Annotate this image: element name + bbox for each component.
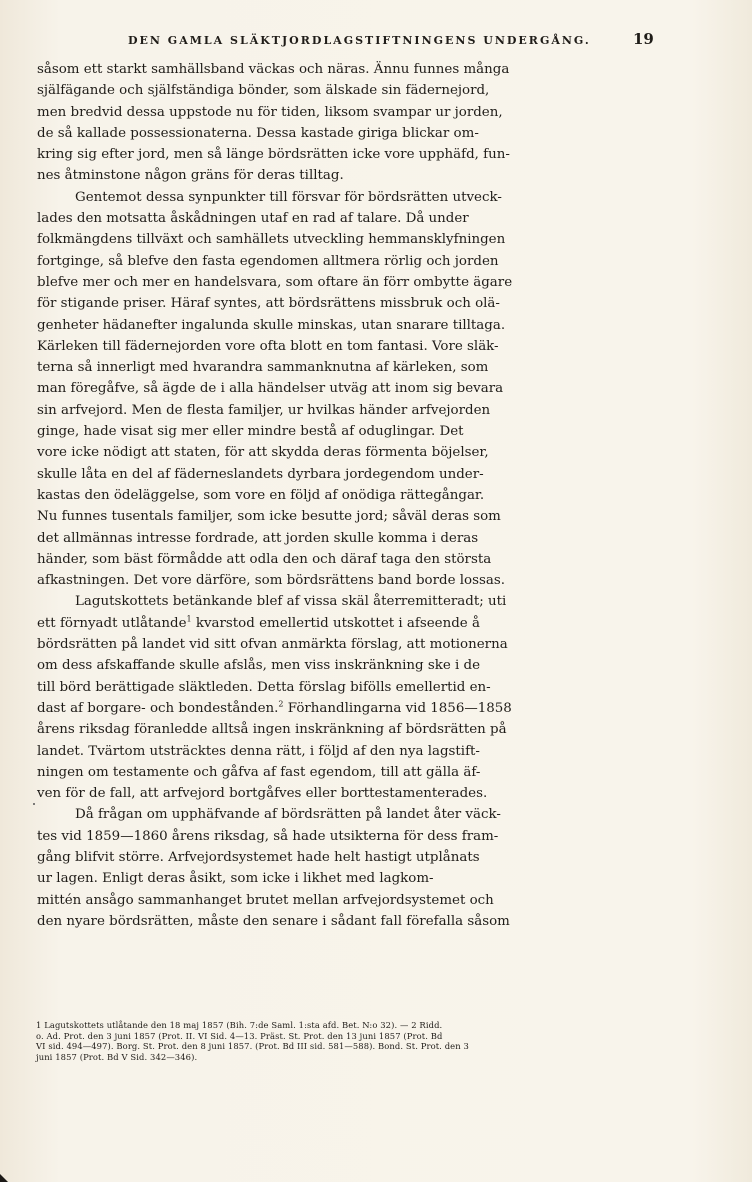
footnote-line: 1 Lagutskottets utlåtande den 18 maj 1857 (Bih. 7:de Saml. 1:sta afd. Bet. N:o 32). — 2 Ridd. [36,1020,443,1030]
running-head: DEN GAMLA SLÄKTJORDLAGSTIFTNINGENS UNDERGÅNG. [128,34,591,47]
text-fragment: dast af borgare- och bondestånden. [37,700,279,716]
text-line: ginge, hade visat sig mer eller mindre bestå af oduglingar. Det [37,424,464,440]
text-line: sin arfvejord. Men de flesta familjer, ur hvilkas händer arfvejorden [37,402,491,418]
text-line: gång blifvit större. Arfvejordsystemet hade helt hastigt utplånats [37,849,480,865]
page-corner-shadow [0,1174,8,1182]
footnote-line: juni 1857 (Prot. Bd V Sid. 342—346). [36,1051,198,1062]
text-line: mittén ansågo sammanhanget brutet mellan arfvejordsystemet och [37,892,494,908]
text-line: man föregåfve, så ägde de i alla händelser utväg att inom sig bevara [37,381,504,397]
text-line: fortginge, så blefve den fasta egendomen alltmera rörlig och jorden [37,253,499,269]
text-line: nes åtminstone någon gräns för deras tilltag. [37,168,344,184]
text-line: till börd berättigade släktleden. Detta förslag bifölls emellertid en- [37,679,491,695]
text-line: ur lagen. Enligt deras åsikt, som icke i likhet med lagkom- [37,871,434,887]
text-line: kastas den ödeläggelse, som vore en följd af onödiga rättegångar. [37,487,485,503]
text-line: det allmännas intresse fordrade, att jorden skulle komma i deras [37,530,479,546]
text-line: den nyare bördsrätten, måste den senare i sådant fall förefalla såsom [37,913,510,929]
ink-speck [33,803,35,805]
text-line: Kärleken till fädernejorden vore ofta blott en tom fantasi. Vore släk- [37,338,499,354]
text-fragment: ett förnyadt utlåtande [37,615,187,631]
text-line: de så kallade possessionaterna. Dessa kastade giriga blickar om- [37,125,479,141]
text-line: tes vid 1859—1860 årens riksdag, så hade utsikterna för dess fram- [37,828,499,844]
text-line: skulle låta en del af fäderneslandets dyrbara jordegendom under- [37,466,484,482]
footnotes [36,1020,658,1062]
footnote-line: VI sid. 494—497). Borg. St. Prot. den 8 juni 1857. (Prot. Bd III sid. 581—588). Bond. St. Prot. den 3 [36,1041,469,1051]
text-line: händer, som bäst förmådde att odla den och däraf taga den största [37,551,492,567]
footnote-reference: 2 [278,699,284,709]
text-line: men bredvid dessa uppstode nu för tiden, liksom svampar ur jorden, [37,104,503,120]
page-number: 19 [633,30,654,48]
main-text [37,59,659,932]
text-line: terna så innerligt med hvarandra sammanknutna af kärleken, som [37,360,489,376]
text-line: Lagutskottets betänkande blef af vissa skäl återremitteradt; uti [75,594,507,610]
text-line: blefve mer och mer en handelsvara, som oftare än förr ombytte ägare [37,274,513,290]
text-line: såsom ett starkt samhällsband väckas och näras. Ännu funnes många [37,62,510,77]
footnote-line: o. Ad. Prot. den 3 juni 1857 (Prot. II. VI Sid. 4—13. Präst. St. Prot. den 13 juni 1857 (Prot. Bd [36,1030,443,1041]
text-fragment: Förhandlingarna vid 1856—1858 [283,700,512,716]
text-line: Nu funnes tusentals familjer, som icke besutte jord; såväl deras som [37,509,501,525]
text-line: folkmängdens tillväxt och samhällets utveckling hemmansklyfningen [37,232,506,248]
text-line [37,698,659,719]
text-line: om dess afskaffande skulle afslås, men viss inskränkning ske i de [37,658,481,674]
text-line: vore icke nödigt att staten, för att skydda deras förmenta böjelser, [37,445,489,461]
text-line: Gentemot dessa synpunkter till försvar för bördsrätten utveck- [75,189,502,205]
footnote-reference: 1 [186,614,192,624]
text-line: kring sig efter jord, men så länge bördsrätten icke vore upphäfd, fun- [37,147,510,163]
text-line: själfägande och själfständiga bönder, som älskade sin fädernejord, [37,83,490,99]
text-line: lades den motsatta åskådningen utaf en rad af talare. Då under [37,211,469,227]
text-fragment: kvarstod emellertid utskottet i afseende å [191,615,480,631]
text-line [37,613,659,634]
text-line: landet. Tvärtom utsträcktes denna rätt, i följd af den nya lagstift- [37,743,480,759]
text-line: genheter hädanefter ingalunda skulle minskas, utan snarare tilltaga. [37,317,506,333]
text-line: ningen om testamente och gåfva af fast egendom, till att gälla äf- [37,764,481,780]
text-line: ven för de fall, att arfvejord bortgåfves eller borttestamenterades. [37,786,488,802]
text-line: Då frågan om upphäfvande af bördsrätten på landet åter väck- [75,807,501,823]
text-line: årens riksdag föranledde alltså ingen inskränkning af bördsrätten på [37,722,507,738]
text-line: afkastningen. Det vore därföre, som bördsrättens band borde lossas. [37,573,505,589]
text-line: bördsrätten på landet vid sitt ofvan anmärkta förslag, att motionerna [37,637,508,653]
text-line: för stigande priser. Häraf syntes, att bördsrättens missbruk och olä- [37,296,500,312]
